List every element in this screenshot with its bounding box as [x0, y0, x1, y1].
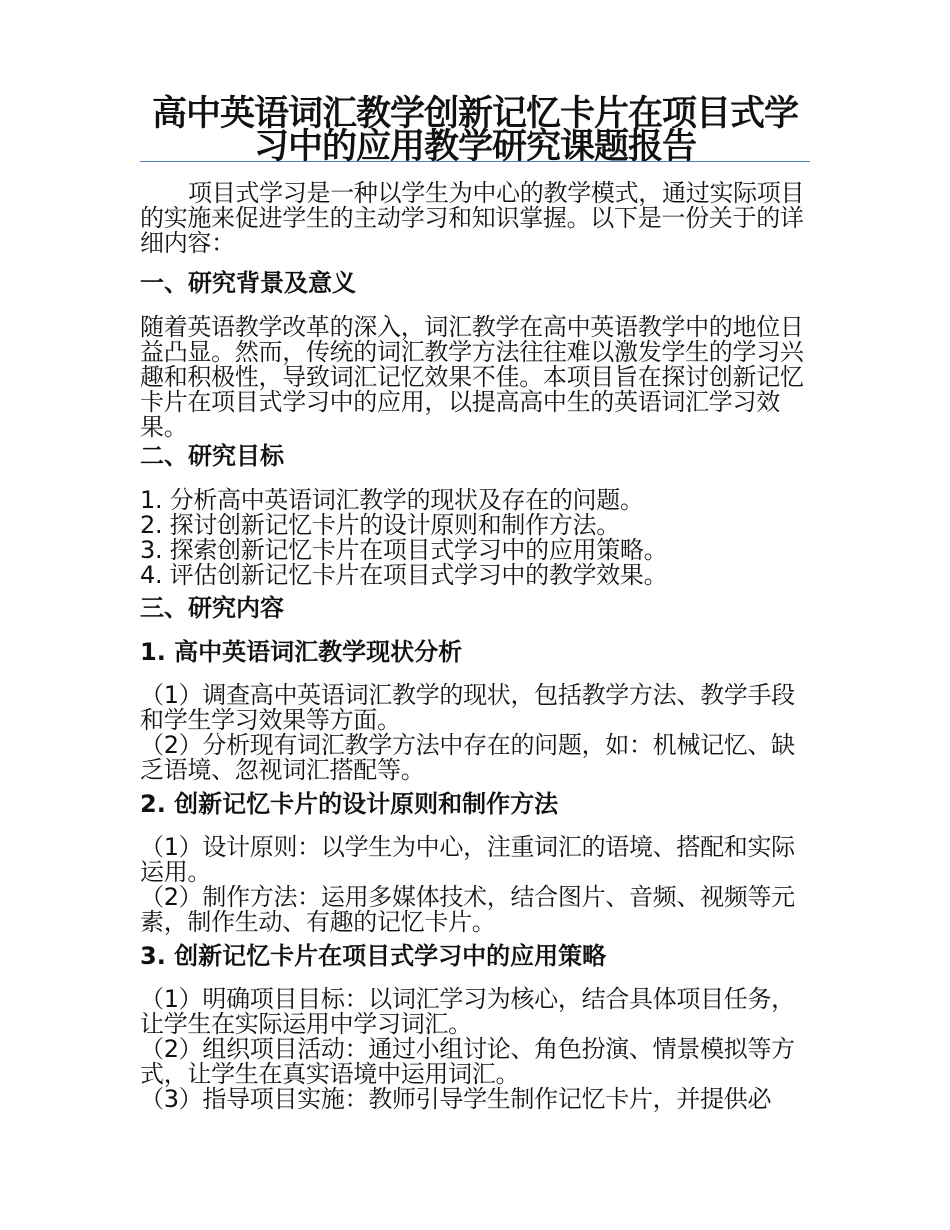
- subsection-heading-design: 2. 创新记忆卡片的设计原则和制作方法: [140, 790, 559, 818]
- list-item: （1）明确项目目标：以词汇学习为核心，结合具体项目任务，让学生在实际运用中学习词汇。: [140, 985, 795, 1038]
- list-item: 4. 评估创新记忆卡片在项目式学习中的教学效果。: [140, 561, 668, 589]
- list-item: （1）设计原则：以学生为中心，注重词汇的语境、搭配和实际运用。: [140, 833, 795, 886]
- page-title: 高中英语词汇教学创新记忆卡片在项目式学习中的应用教学研究课题报告: [151, 94, 798, 167]
- subsection-heading-status: 1. 高中英语词汇教学现状分析: [140, 638, 463, 666]
- section-heading-content: 三、研究内容: [140, 594, 284, 622]
- list-item: （2）分析现有词汇教学方法中存在的问题，如：机械记忆、缺乏语境、忽视词汇搭配等。: [140, 731, 795, 784]
- section-heading-background: 一、研究背景及意义: [140, 269, 356, 297]
- list-item: 2. 探讨创新记忆卡片的设计原则和制作方法。: [140, 511, 620, 539]
- strategy-list: [140, 987, 812, 1112]
- section-heading-goals: 二、研究目标: [140, 442, 284, 470]
- list-item: （2）组织项目活动：通过小组讨论、角色扮演、情景模拟等方式，让学生在真实语境中运用词汇。: [140, 1035, 795, 1088]
- subsection-heading-strategy: 3. 创新记忆卡片在项目式学习中的应用策略: [140, 942, 607, 970]
- intro-paragraph: 项目式学习是一种以学生为中心的教学模式，通过实际项目的实施来促进学生的主动学习和知识掌握。以下是一份关于的详细内容：: [140, 179, 805, 257]
- design-list: [140, 835, 812, 935]
- list-item: （1）调查高中英语词汇教学的现状，包括教学方法、教学手段和学生学习效果等方面。: [140, 681, 795, 734]
- background-paragraph: 随着英语教学改革的深入，词汇教学在高中英语教学中的地位日益凸显。然而，传统的词汇教学方法往往难以激发学生的学习兴趣和积极性，导致词汇记忆效果不佳。本项目旨在探讨创新记忆卡片在项目式学习中的应用，以提高高中生的英语词汇学习效果。: [140, 313, 804, 441]
- list-item: （3）指导项目实施：教师引导学生制作记忆卡片，并提供必: [140, 1085, 772, 1113]
- list-item: （2）制作方法：运用多媒体技术，结合图片、音频、视频等元素，制作生动、有趣的记忆卡片。: [140, 883, 795, 936]
- list-item: 3. 探索创新记忆卡片在项目式学习中的应用策略。: [140, 536, 668, 564]
- goals-list: [140, 488, 812, 588]
- list-item: 1. 分析高中英语词汇教学的现状及存在的问题。: [140, 486, 644, 514]
- title-divider: [140, 161, 810, 162]
- status-list: [140, 683, 812, 783]
